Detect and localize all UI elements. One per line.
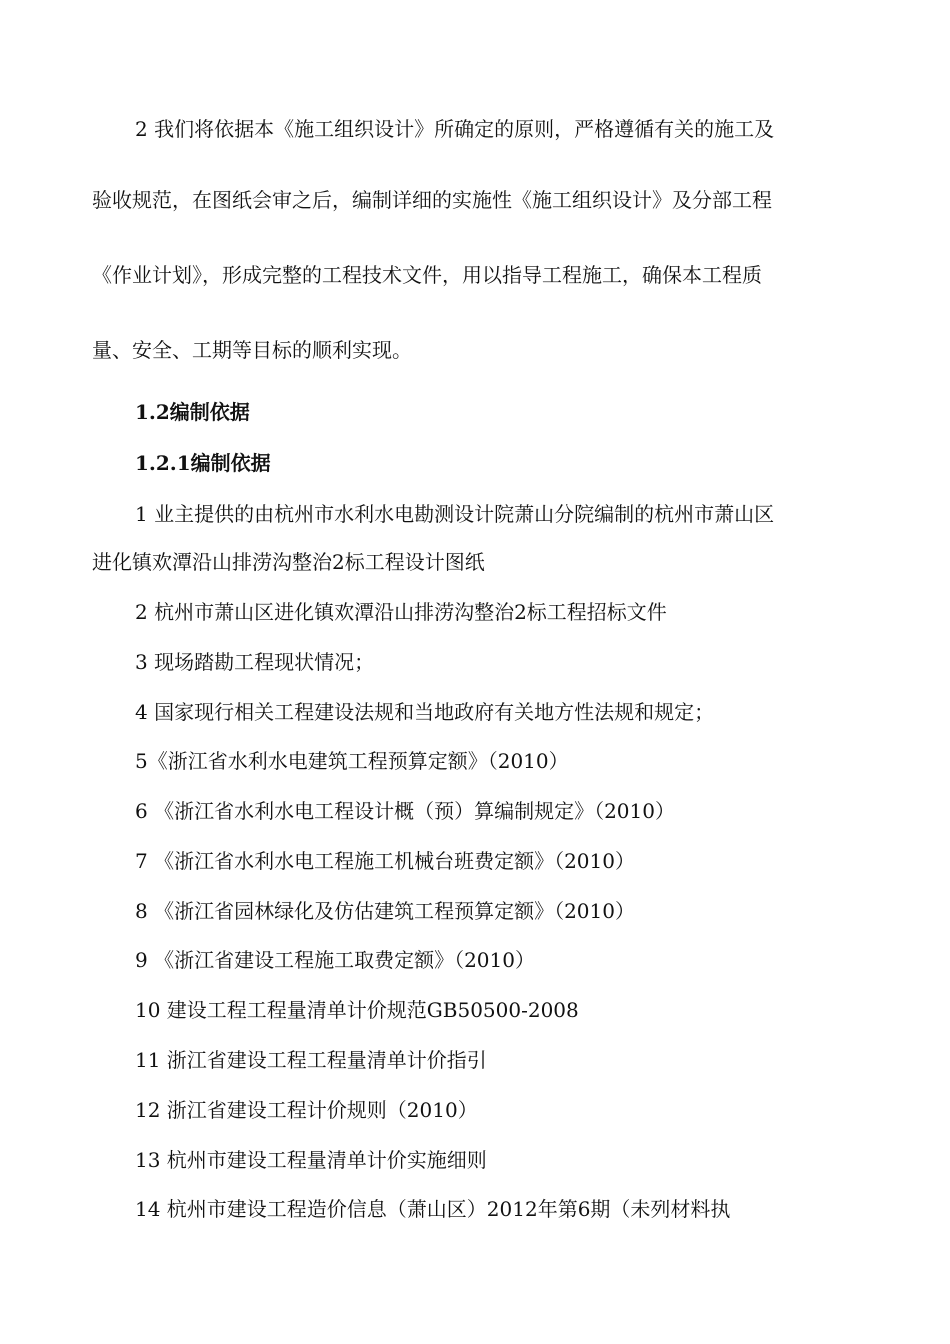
basis-line-2: 进化镇欢潭沿山排涝沟整治2标工程设计图纸 <box>92 550 485 574</box>
intro-line-1: 2 我们将依据本《施工组织设计》所确定的原则，严格遵循有关的施工及 <box>135 117 775 141</box>
basis-line-6: 5《浙江省水利水电建筑工程预算定额》（2010） <box>135 749 569 773</box>
basis-line-9: 8 《浙江省园林绿化及仿估建筑工程预算定额》（2010） <box>135 899 635 923</box>
basis-line-10: 9 《浙江省建设工程施工取费定额》（2010） <box>135 948 535 972</box>
basis-line-13: 12 浙江省建设工程计价规则（2010） <box>135 1098 478 1122</box>
basis-line-8: 7 《浙江省水利水电工程施工机械台班费定额》（2010） <box>135 849 635 873</box>
basis-line-1: 1 业主提供的由杭州市水利水电勘测设计院萧山分院编制的杭州市萧山区 <box>135 502 775 526</box>
subsection-heading: 1.2.1编制依据 <box>135 451 271 475</box>
basis-line-3: 2 杭州市萧山区进化镇欢潭沿山排涝沟整治2标工程招标文件 <box>135 600 667 624</box>
section-heading: 1.2编制依据 <box>135 400 250 424</box>
intro-line-2: 验收规范，在图纸会审之后，编制详细的实施性《施工组织设计》及分部工程 <box>92 188 772 212</box>
basis-line-12: 11 浙江省建设工程工程量清单计价指引 <box>135 1048 487 1072</box>
intro-line-4: 量、安全、工期等目标的顺利实现。 <box>92 338 412 362</box>
basis-line-11: 10 建设工程工程量清单计价规范GB50500-2008 <box>135 998 579 1022</box>
basis-line-4: 3 现场踏勘工程现状情况； <box>135 650 375 674</box>
basis-line-7: 6 《浙江省水利水电工程设计概（预）算编制规定》（2010） <box>135 799 675 823</box>
basis-line-5: 4 国家现行相关工程建设法规和当地政府有关地方性法规和规定； <box>135 700 715 724</box>
intro-line-3: 《作业计划》，形成完整的工程技术文件，用以指导工程施工，确保本工程质 <box>92 263 762 287</box>
basis-line-15: 14 杭州市建设工程造价信息（萧山区）2012年第6期（未列材料执 <box>135 1197 731 1221</box>
basis-line-14: 13 杭州市建设工程量清单计价实施细则 <box>135 1148 487 1172</box>
